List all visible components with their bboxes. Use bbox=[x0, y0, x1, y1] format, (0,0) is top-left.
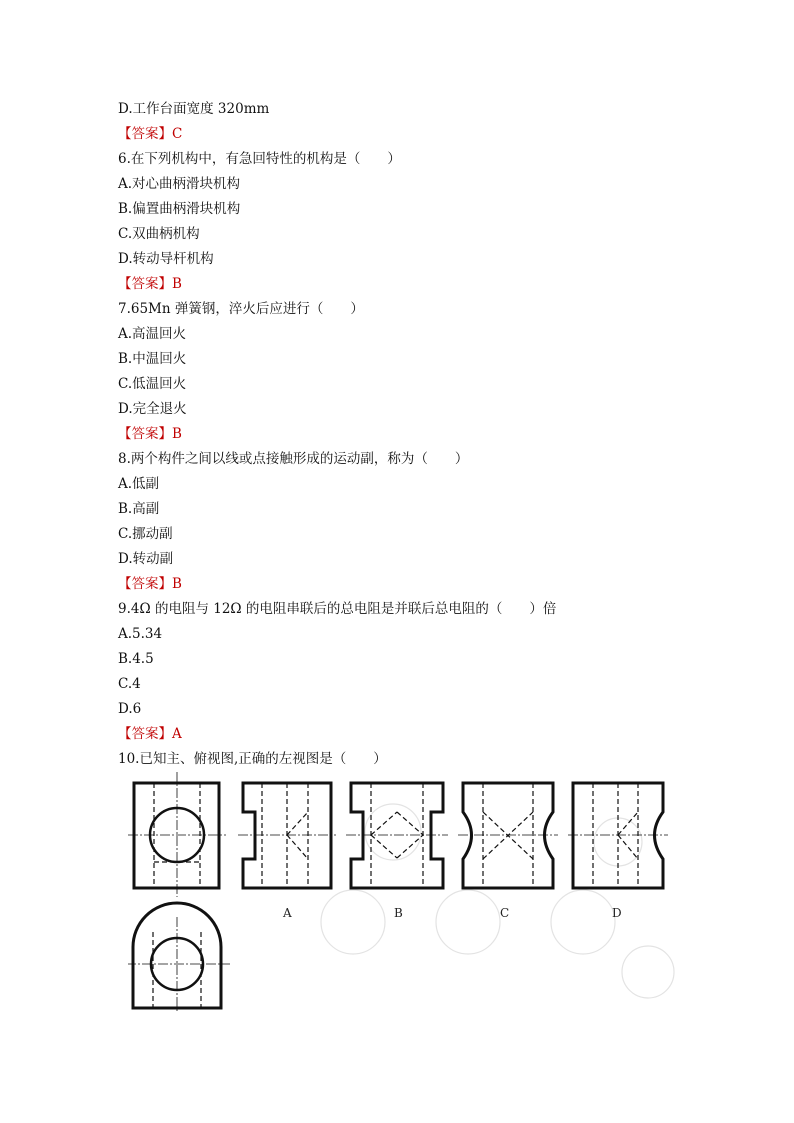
text-line: C.4 bbox=[118, 676, 141, 692]
option-b-view bbox=[346, 783, 448, 888]
text-line: A.低副 bbox=[118, 476, 160, 492]
text-line: 9.4Ω 的电阻与 12Ω 的电阻串联后的总电阻是并联后总电阻的（ ）倍 bbox=[118, 601, 557, 617]
text-line: B.中温回火 bbox=[118, 351, 187, 367]
text-line: D.完全退火 bbox=[118, 401, 187, 417]
text-line: B.偏置曲柄滑块机构 bbox=[118, 201, 241, 217]
orthographic-views-figure bbox=[128, 772, 676, 1012]
option-label-a: A bbox=[283, 906, 292, 920]
option-a-view bbox=[238, 783, 336, 888]
answer-line: 【答案】B bbox=[118, 576, 182, 592]
text-line: A.高温回火 bbox=[118, 326, 187, 342]
text-line: D.工作台面宽度 320mm bbox=[118, 101, 270, 117]
text-line: D.转动导杆机构 bbox=[118, 251, 214, 267]
text-line: C.双曲柄机构 bbox=[118, 226, 200, 242]
text-line: B.4.5 bbox=[118, 651, 154, 667]
top-view bbox=[128, 903, 230, 1012]
option-label-c: C bbox=[500, 906, 510, 920]
text-line: 6.在下列机构中，有急回特性的机构是（ ） bbox=[118, 151, 401, 167]
text-line: 7.65Mn 弹簧钢，淬火后应进行（ ） bbox=[118, 301, 364, 317]
text-line: D.6 bbox=[118, 701, 142, 717]
option-c-view bbox=[458, 783, 558, 888]
front-view bbox=[128, 772, 226, 897]
answer-line: 【答案】C bbox=[118, 126, 183, 142]
answer-line: 【答案】B bbox=[118, 426, 182, 442]
answer-line: 【答案】A bbox=[118, 726, 182, 742]
option-d-view bbox=[568, 783, 668, 888]
text-line: A.对心曲柄滑块机构 bbox=[118, 176, 241, 192]
option-label-b: B bbox=[394, 906, 403, 920]
text-line: 8.两个构件之间以线或点接触形成的运动副，称为（ ） bbox=[118, 451, 469, 467]
views-drawing bbox=[128, 772, 676, 1012]
text-line: B.高副 bbox=[118, 501, 160, 517]
text-line: C.低温回火 bbox=[118, 376, 187, 392]
question-content bbox=[118, 97, 718, 772]
text-line: C.挪动副 bbox=[118, 526, 173, 542]
answer-line: 【答案】B bbox=[118, 276, 182, 292]
text-line: D.转动副 bbox=[118, 551, 174, 567]
option-label-d: D bbox=[612, 906, 622, 920]
text-line: A.5.34 bbox=[118, 626, 163, 642]
text-line: 10.已知主、俯视图,正确的左视图是（ ） bbox=[118, 751, 387, 767]
